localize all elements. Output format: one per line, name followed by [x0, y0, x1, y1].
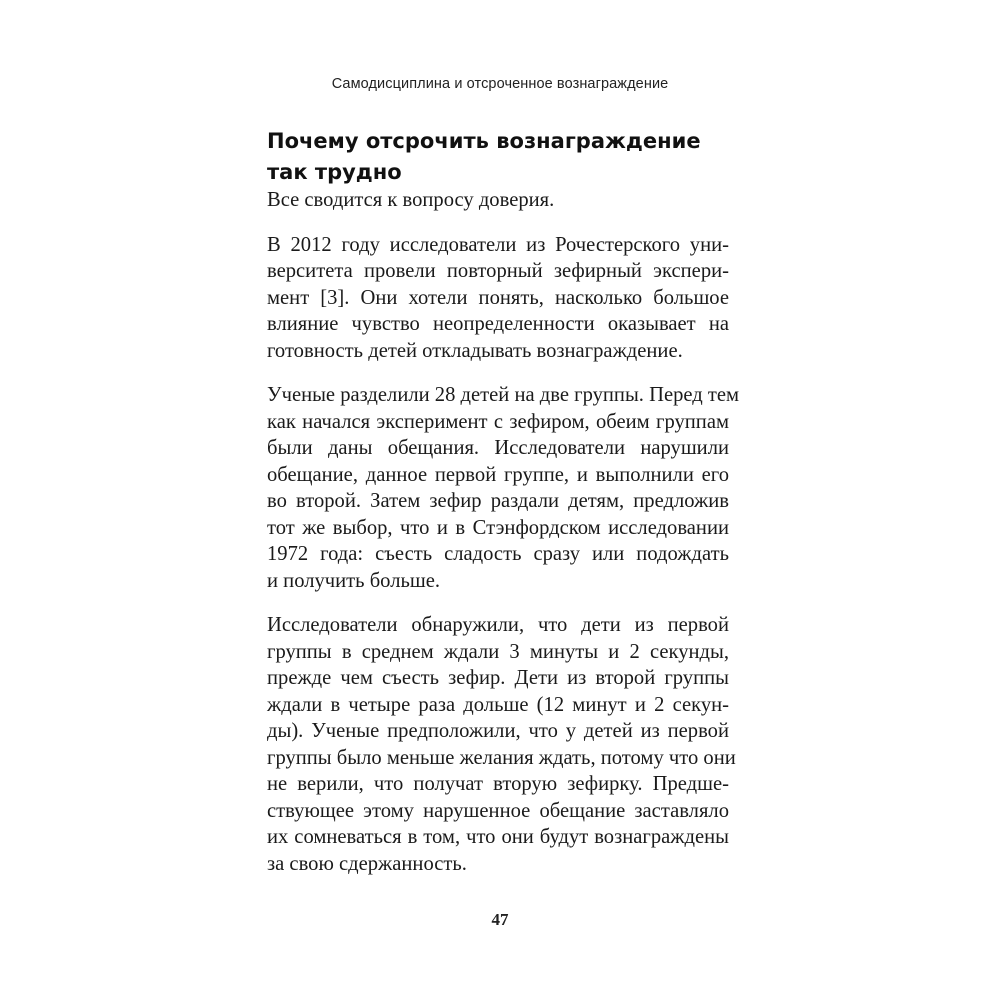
text-line: влияние чувство неопределенности оказывает на: [267, 313, 729, 335]
text-line: готовность детей откладывать вознаграждение.: [267, 339, 683, 362]
text-line: во второй. Затем зефир раздали детям, предложив: [267, 490, 729, 512]
section-title: [267, 126, 737, 188]
text-line: и получить больше.: [267, 569, 441, 592]
text-line: были даны обещания. Исследователи нарушили: [267, 437, 729, 459]
text-line: Исследователи обнаружили, что дети из первой: [267, 614, 729, 636]
text-line: тот же выбор, что и в Стэнфордском исследовании: [267, 516, 729, 539]
text-line: их сомневаться в том, что они будут вознаграждены: [267, 826, 729, 848]
text-line: ды). Ученые предположили, что у детей из первой: [267, 720, 729, 742]
text-line: мент [3]. Они хотели понять, насколько большое: [267, 286, 729, 309]
text-line: 1972 года: съесть сладость сразу или подождать: [267, 543, 729, 565]
text-line: Ученые разделили 28 детей на две группы. Перед тем: [267, 384, 740, 406]
text-line: не верили, что получат вторую зефирку. Предше-: [267, 773, 729, 795]
text-line: группы в среднем ждали 3 минуты и 2 секунды,: [267, 640, 729, 663]
paragraph-4: [267, 612, 736, 877]
text-line: за свою сдержанность.: [267, 852, 467, 875]
text-line: Все сводится к вопросу доверия.: [267, 189, 555, 211]
paragraph-3: [267, 382, 740, 594]
section-title-line: Почему отсрочить вознаграждение: [267, 129, 701, 153]
text-line: верситета провели повторный зефирный экспери-: [267, 260, 729, 282]
text-line: обещание, данное первой группе, и выполнили его: [267, 463, 729, 486]
text-line: группы было меньше желания ждать, потому что они: [267, 746, 736, 769]
paragraph-2: [267, 232, 729, 365]
text-line: прежде чем съесть зефир. Дети из второй группы: [267, 667, 729, 689]
paragraph-1: [267, 187, 729, 214]
text-line: ждали в четыре раза дольше (12 минут и 2 секун-: [267, 693, 729, 716]
section-title-line: так трудно: [267, 160, 402, 184]
body-text: [267, 187, 740, 895]
text-line: ствующее этому нарушенное обещание заставляло: [267, 799, 729, 822]
text-line: как начался эксперимент с зефиром, обеим группам: [267, 410, 729, 433]
text-line: В 2012 году исследователи из Рочестерского уни-: [267, 233, 729, 256]
running-head: Самодисциплина и отсроченное вознаграждение: [331, 76, 669, 92]
page-number: 47: [491, 910, 509, 929]
